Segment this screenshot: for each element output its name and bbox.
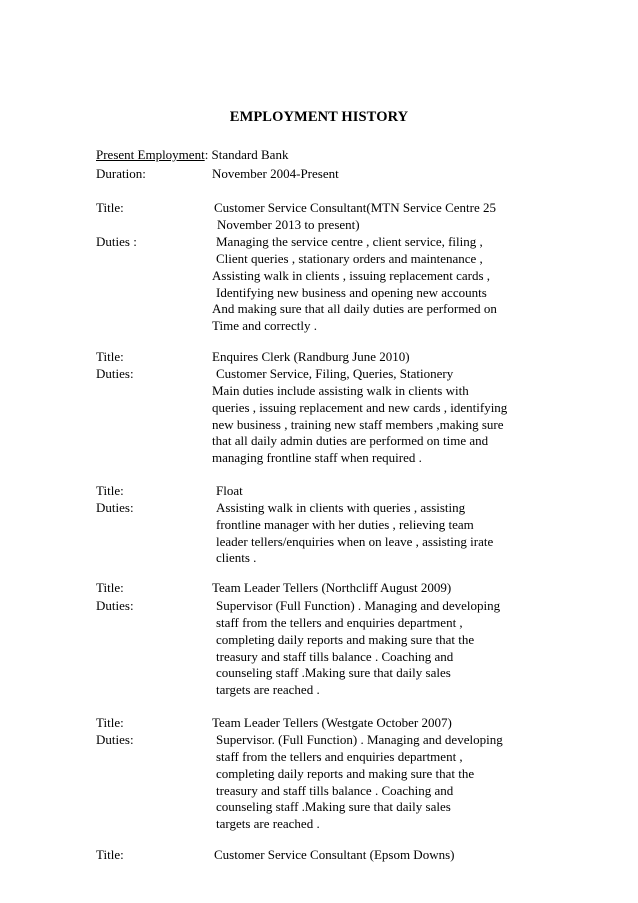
duty-line: Supervisor (Full Function) . Managing and developing: [216, 598, 501, 613]
entry-title-label: Title:: [96, 349, 124, 364]
duty-line: counseling staff .Making sure that daily sales: [216, 799, 451, 814]
entry-title: Team Leader Tellers (Westgate October 2007): [212, 715, 452, 730]
duty-line: Managing the service centre , client service, filing ,: [216, 234, 483, 249]
duty-line: Supervisor. (Full Function) . Managing and developing: [216, 732, 503, 747]
duty-line: staff from the tellers and enquiries department ,: [216, 749, 463, 764]
duty-line: managing frontline staff when required .: [212, 450, 422, 465]
duty-line: Assisting walk in clients , issuing replacement cards ,: [212, 268, 491, 283]
entry-duties-label: Duties:: [96, 598, 134, 613]
entry-title-label: Title:: [96, 847, 124, 862]
duration-label: Duration:: [96, 166, 146, 181]
present-employment-label: Present Employment: [96, 147, 205, 162]
duty-line: targets are reached .: [216, 816, 320, 831]
duty-line: frontline manager with her duties , relieving team: [216, 517, 474, 532]
duty-line: counseling staff .Making sure that daily sales: [216, 665, 451, 680]
entry-title: Float: [216, 483, 243, 498]
entry-title-label: Title:: [96, 200, 124, 215]
entry-duties-label: Duties:: [96, 500, 134, 515]
present-employment-value: : Standard Bank: [204, 147, 289, 162]
entry-title-label: Title:: [96, 715, 124, 730]
entry-title: Team Leader Tellers (Northcliff August 2009): [212, 580, 452, 595]
duty-line: completing daily reports and making sure that the: [216, 766, 475, 781]
duty-line: Identifying new business and opening new accounts: [216, 285, 487, 300]
duty-line: that all daily admin duties are performed on time and: [212, 433, 489, 448]
duration-value: November 2004-Present: [212, 166, 339, 181]
entry-duties-label: Duties :: [96, 234, 137, 249]
entry-title: Customer Service Consultant (Epsom Downs): [214, 847, 455, 862]
duty-line: targets are reached .: [216, 682, 320, 697]
present-employment-line: [96, 145, 288, 164]
duty-line: new business , training new staff members ,making sure: [212, 417, 504, 432]
entry-duties-label: Duties:: [96, 366, 134, 381]
entry-title: Enquires Clerk (Randburg June 2010): [212, 349, 410, 364]
duty-line: treasury and staff tills balance . Coaching and: [216, 783, 454, 798]
entry-title: Customer Service Consultant(MTN Service Centre 25: [214, 200, 496, 215]
duty-line: queries , issuing replacement and new cards , identifying: [212, 400, 508, 415]
duty-line: And making sure that all daily duties are performed on: [212, 301, 497, 316]
duty-line: Main duties include assisting walk in clients with: [212, 383, 469, 398]
duty-line: Assisting walk in clients with queries , assisting: [216, 500, 466, 515]
duty-line: treasury and staff tills balance . Coaching and: [216, 649, 454, 664]
entry-title: November 2013 to present): [217, 217, 360, 232]
duty-line: Time and correctly .: [212, 318, 317, 333]
duty-line: leader tellers/enquiries when on leave , assisting irate: [216, 534, 494, 549]
section-heading: EMPLOYMENT HISTORY: [229, 109, 409, 125]
duty-line: completing daily reports and making sure that the: [216, 632, 475, 647]
entry-duties-label: Duties:: [96, 732, 134, 747]
duty-line: Customer Service, Filing, Queries, Stationery: [216, 366, 454, 381]
duty-line: staff from the tellers and enquiries department ,: [216, 615, 463, 630]
duty-line: clients .: [216, 550, 257, 565]
entry-title-label: Title:: [96, 580, 124, 595]
entry-title-label: Title:: [96, 483, 124, 498]
duty-line: Client queries , stationary orders and maintenance ,: [216, 251, 483, 266]
